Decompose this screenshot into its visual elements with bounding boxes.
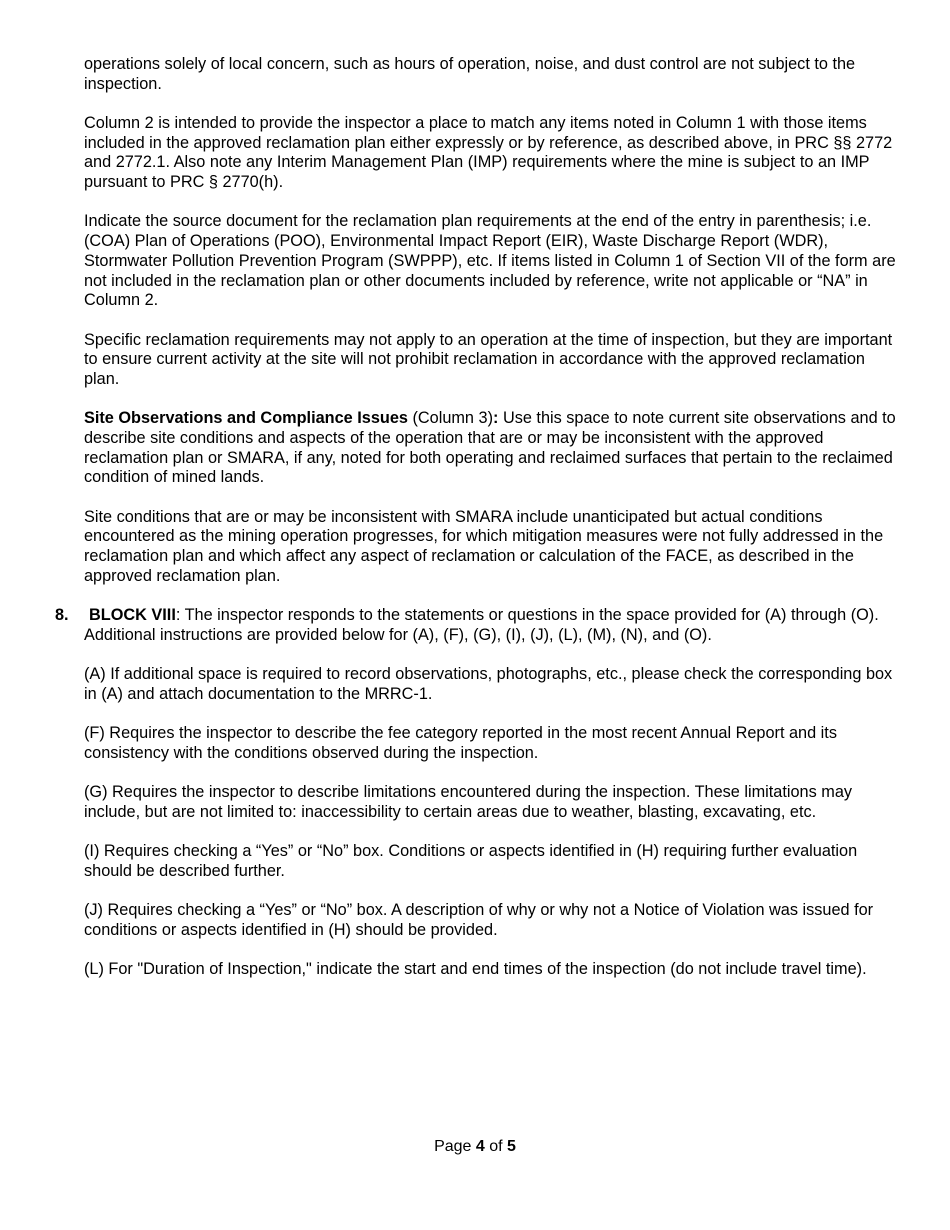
- paragraph-local-concern: operations solely of local concern, such as hours of operation, noise, and dust control are not subject to the inspection.: [84, 55, 856, 93]
- site-observations-column-ref: (Column 3): [407, 409, 493, 428]
- paragraph-item-g: (G) Requires the inspector to describe limitations encountered during the inspection. These limitations may include, but are not limited to: inaccessibility to certain areas due to weather, blasting, excavating, etc.: [84, 783, 853, 821]
- page-footer: [0, 1137, 950, 1157]
- paragraph-column-2: Column 2 is intended to provide the inspector a place to match any items noted in Column 1 with those items included in the approved reclamation plan either expressly or by reference, as described above, in PRC §§ 2772 and 2772.1. Also note any Interim Management Plan (IMP) requirements where the mine is subject to an IMP pursuant to PRC § 2770(h).: [84, 114, 893, 192]
- page-content: [55, 55, 899, 999]
- site-observations-text: Use this space to note current site observations and to describe site conditions and aspects of the operation that are or may be inconsistent with the approved reclamation plan or SMARA, if any, noted for both operating and reclaimed surfaces that pertain to the reclaimed condition of mined lands.: [84, 409, 896, 487]
- list-number: 8.: [55, 606, 69, 625]
- paragraph-specific-requirements: Specific reclamation requirements may not apply to an operation at the time of inspection, but they are important to ensure current activity at the site will not prohibit reclamation in accordance with the approved reclamation plan.: [84, 330, 893, 388]
- paragraph-item-i: (I) Requires checking a “Yes” or “No” box. Conditions or aspects identified in (H) requiring further evaluation should be described further.: [84, 842, 858, 880]
- paragraph-site-observations: [84, 409, 899, 488]
- list-item-block-8: [55, 606, 899, 645]
- paragraph-item-a: (A) If additional space is required to record observations, photographs, etc., please check the corresponding box in (A) and attach documentation to the MRRC-1.: [84, 665, 893, 703]
- block-8-description: : The inspector responds to the statements or questions in the space provided for (A) through (O). Additional instructions are provided below for (A), (F), (G), (I), (J), (L), (M), (N), and (O).: [84, 606, 879, 644]
- paragraph-site-conditions: Site conditions that are or may be inconsistent with SMARA include unanticipated but actual conditions encountered as the mining operation progresses, for which mitigation measures were not fully addressed in the reclamation plan and which affect any aspect of reclamation or calculation of the FACE, as described in the approved reclamation plan.: [84, 507, 884, 585]
- paragraph-item-f: (F) Requires the inspector to describe the fee category reported in the most recent Annual Report and its consistency with the conditions observed during the inspection.: [84, 724, 837, 762]
- footer-of-word: of: [484, 1138, 508, 1155]
- footer-page-word: Page: [434, 1138, 476, 1155]
- footer-current-page: 4: [475, 1138, 485, 1155]
- paragraph-item-l: (L) For "Duration of Inspection," indicate the start and end times of the inspection (do not include travel time).: [84, 960, 867, 979]
- paragraph-source-document: Indicate the source document for the reclamation plan requirements at the end of the entry in parenthesis; i.e. (COA) Plan of Operations (POO), Environmental Impact Report (EIR), Waste Discharge Report (WDR), Stormwater Pollution Prevention Program (SWPPP), etc. If items listed in Column 1 of Section VII of the form are not included in the reclamation plan or other documents included by reference, write not applicable or “NA” in Column 2.: [84, 212, 896, 310]
- footer-total-pages: 5: [507, 1138, 516, 1155]
- site-observations-colon: :: [493, 409, 499, 428]
- paragraph-item-j: (J) Requires checking a “Yes” or “No” box. A description of why or why not a Notice of Violation was issued for conditions or aspects identified in (H) should be provided.: [84, 901, 874, 939]
- block-8-label: BLOCK VIII: [89, 606, 176, 625]
- site-observations-heading: Site Observations and Compliance Issues: [84, 409, 408, 428]
- block-8-text: [84, 606, 899, 645]
